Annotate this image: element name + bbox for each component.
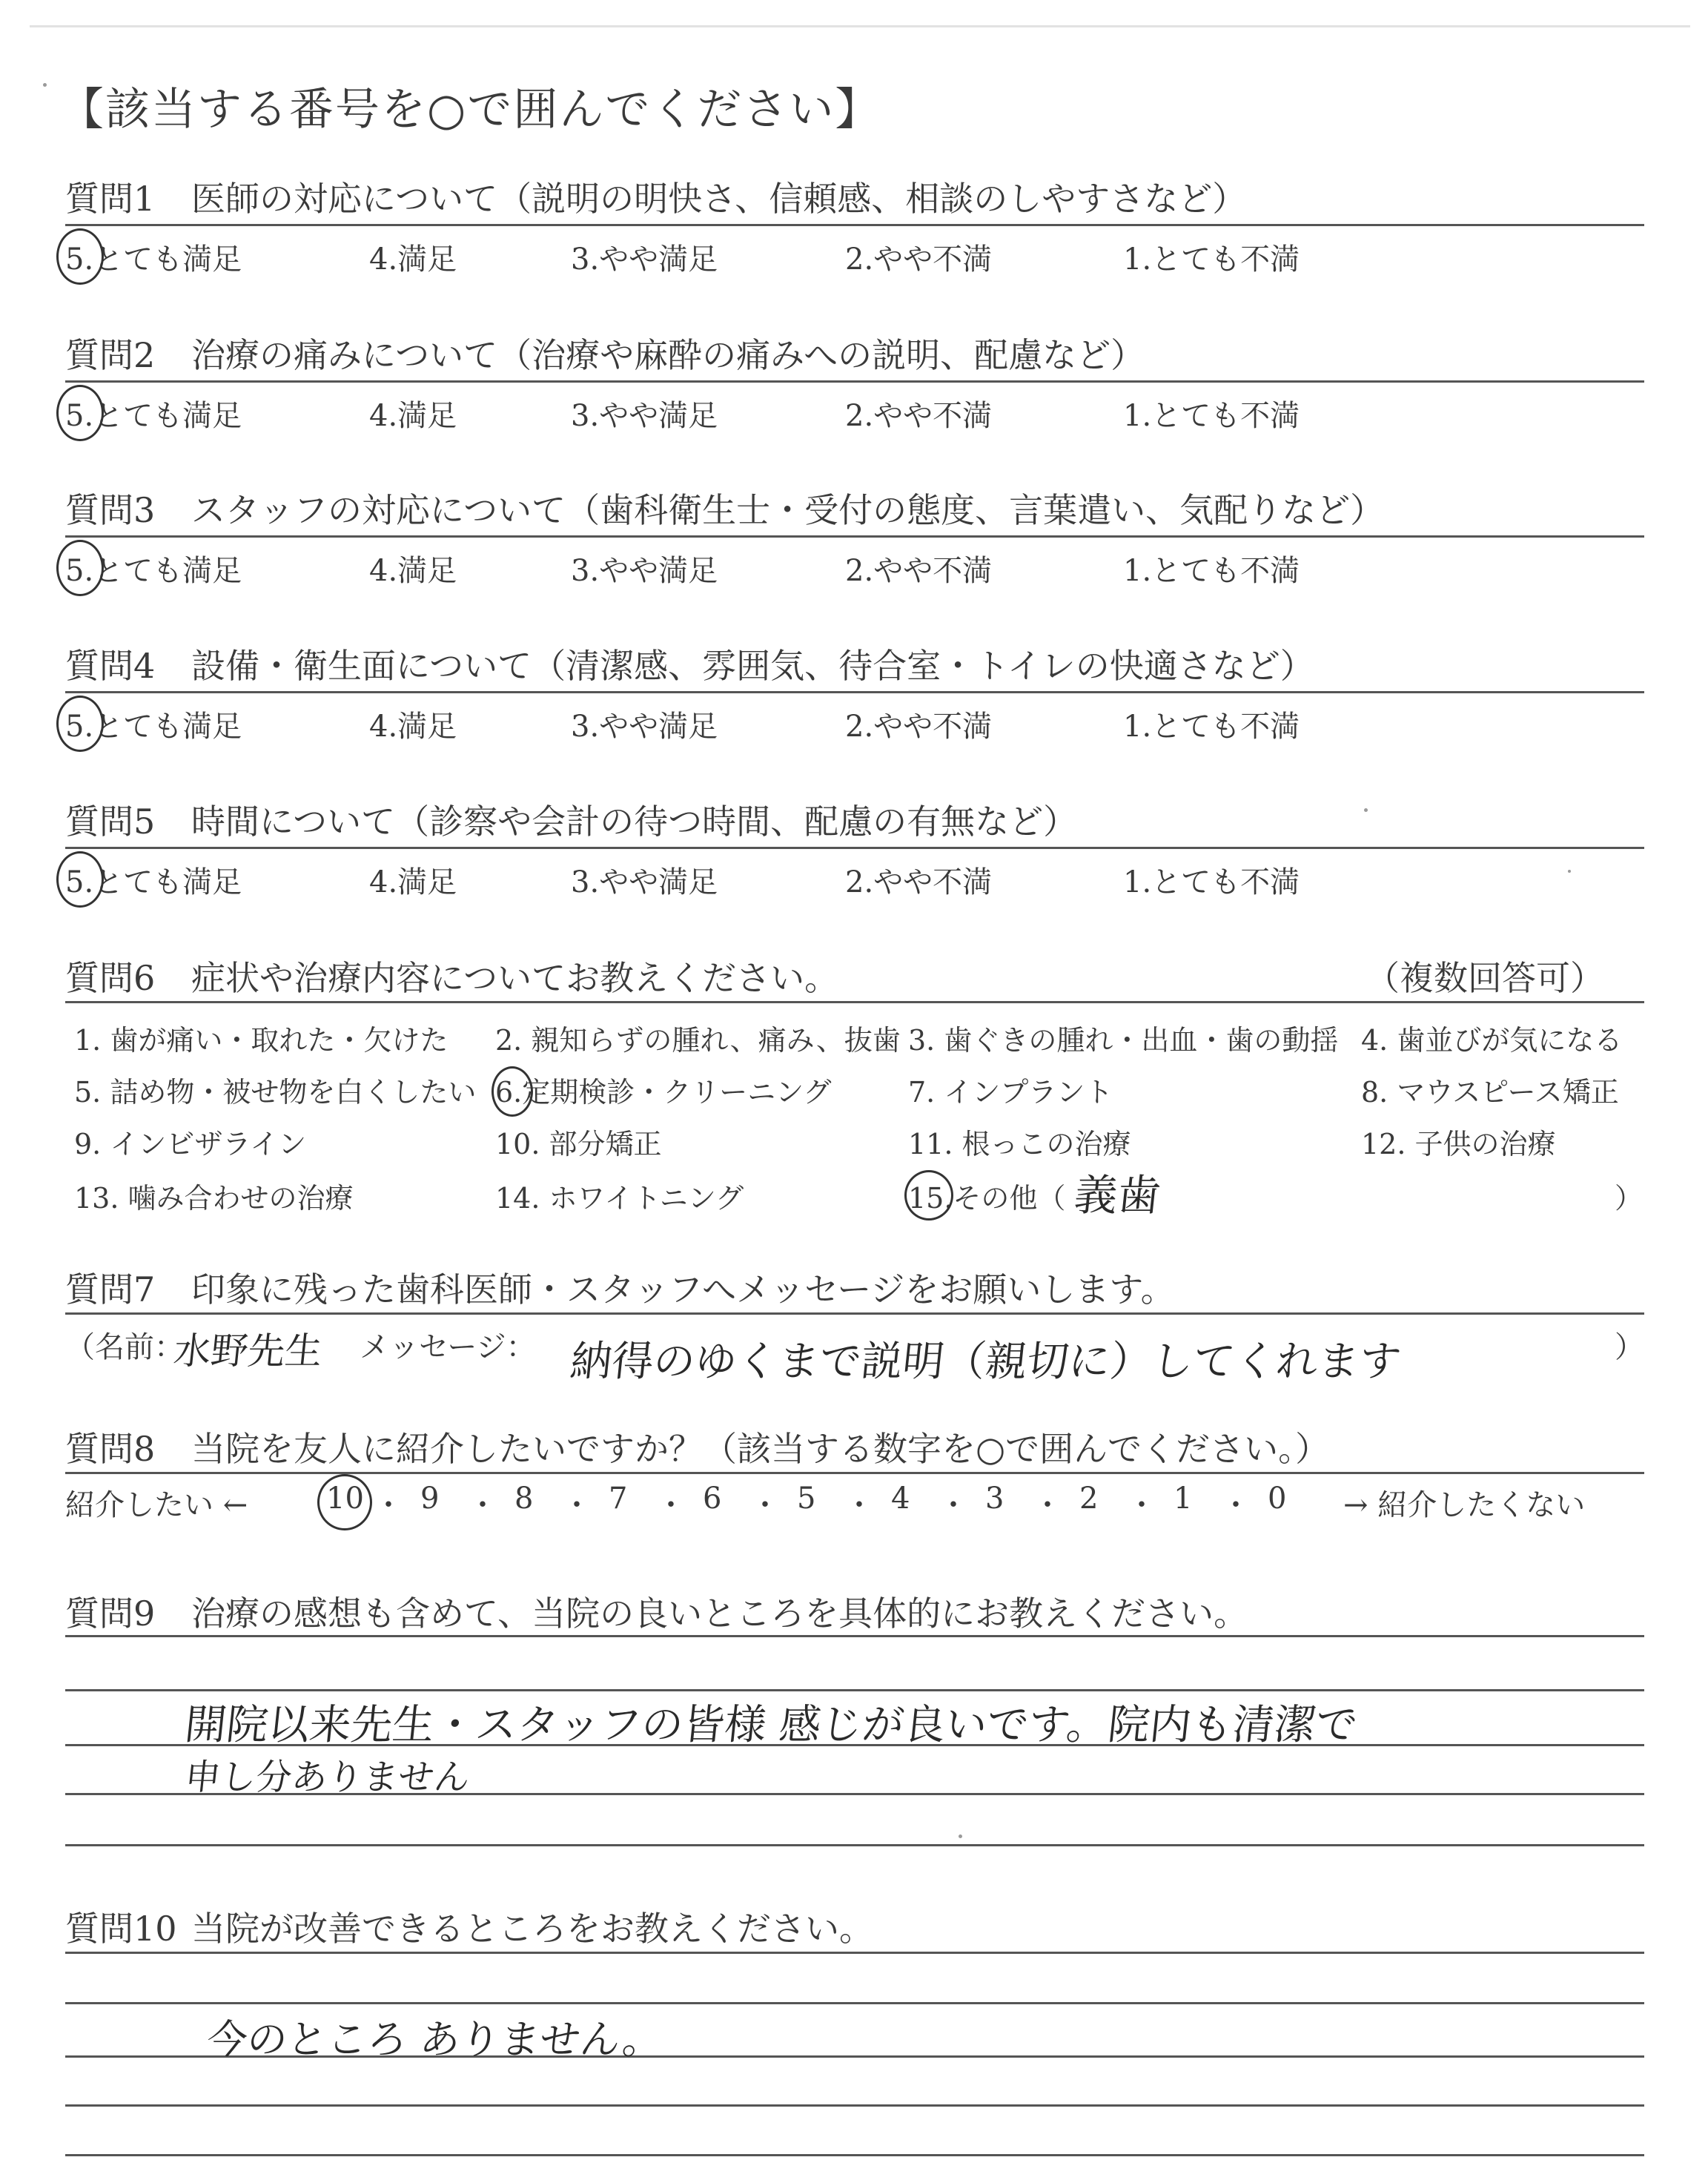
other-handwritten-answer: 義歯 [1071, 1170, 1164, 1221]
symptom-option[interactable]: 14. ホワイトニング [495, 1182, 744, 1215]
answer-line [65, 1952, 1644, 1954]
rating-option[interactable]: 5.とても満足 [65, 554, 242, 588]
rating-option[interactable]: 5.とても満足 [65, 710, 242, 744]
q10-handwritten-answer: 今のところ ありません。 [205, 2016, 666, 2063]
name-handwritten: 水野先生 [171, 1330, 325, 1373]
name-label: （名前： [65, 1330, 184, 1364]
question-text: 時間について（診察や会計の待つ時間、配慮の有無など） [191, 802, 1078, 842]
selection-circle [56, 696, 104, 752]
scale-number[interactable]: 3 [985, 1482, 1004, 1516]
rating-option[interactable]: 3.やや満足 [571, 554, 718, 588]
question-4 [65, 639, 1314, 688]
scan-speck [1364, 808, 1368, 812]
scale-number[interactable]: 6 [703, 1482, 722, 1516]
scale-separator: ・ [656, 1488, 686, 1522]
question-5 [65, 795, 1077, 844]
symptom-option[interactable]: 10. 部分矯正 [495, 1128, 662, 1160]
scale-number[interactable]: 10 [326, 1482, 364, 1516]
symptom-option[interactable]: 13. 噛み合わせの治療 [74, 1182, 354, 1215]
symptom-option[interactable]: 9. インビザライン [74, 1128, 307, 1160]
selection-circle [904, 1170, 953, 1221]
question-number: 質問6 [65, 958, 156, 998]
selection-circle [56, 851, 104, 908]
symptom-option[interactable]: 11. 根っこの治療 [908, 1128, 1131, 1160]
scale-number[interactable]: 8 [514, 1482, 534, 1516]
scale-number[interactable]: 1 [1174, 1482, 1193, 1516]
scale-number[interactable]: 4 [891, 1482, 910, 1516]
q9-handwritten-answer-line1: 開院以来先生・スタッフの皆様 感じが良いです。院内も清潔で [182, 1701, 1360, 1749]
rating-option[interactable]: 4.満足 [369, 865, 457, 899]
question-text: スタッフの対応について（歯科衛生士・受付の態度、言葉遣い、気配りなど） [191, 490, 1385, 530]
question-7 [65, 1263, 1175, 1312]
question-underline [65, 1001, 1644, 1003]
symptom-option[interactable]: 12. 子供の治療 [1361, 1128, 1556, 1160]
symptom-option[interactable]: 5. 詰め物・被せ物を白くしたい [74, 1076, 477, 1109]
rating-option[interactable]: 2.やや不満 [845, 554, 993, 588]
question-9 [65, 1587, 1248, 1636]
question-text: 印象に残った歯科医師・スタッフへメッセージをお願いします。 [191, 1269, 1175, 1309]
question-underline [65, 847, 1644, 849]
multiple-answer-note: （複数回答可） [1366, 958, 1604, 998]
question-underline [65, 1472, 1644, 1474]
scan-top-edge [30, 25, 1690, 27]
question-text: 医師の対応について（説明の明快さ、信頼感、相談のしやすさなど） [191, 179, 1247, 219]
scale-right-label: → 紹介したくない [1343, 1488, 1586, 1522]
answer-line [65, 2104, 1644, 2107]
rating-option[interactable]: 3.やや満足 [571, 242, 718, 277]
rating-option[interactable]: 4.満足 [369, 554, 457, 588]
answer-line [65, 1844, 1644, 1846]
question-8 [65, 1422, 1329, 1471]
scale-separator: ・ [374, 1488, 403, 1522]
rating-option[interactable]: 2.やや不満 [845, 399, 993, 433]
scale-number[interactable]: 0 [1268, 1482, 1287, 1516]
rating-option[interactable]: 3.やや満足 [571, 399, 718, 433]
rating-option[interactable]: 4.満足 [369, 710, 457, 744]
question-number: 質問7 [65, 1269, 156, 1309]
scan-speck [1568, 870, 1571, 873]
rating-option[interactable]: 3.やや満足 [571, 865, 718, 899]
rating-option[interactable]: 5.とても満足 [65, 865, 242, 899]
question-number: 質問5 [65, 802, 156, 842]
question-underline [65, 380, 1644, 383]
symptom-option[interactable]: 8. マウスピース矯正 [1361, 1076, 1619, 1109]
form-instruction-heading: 【該当する番号を○で囲んでください】 [59, 84, 881, 136]
rating-option[interactable]: 1.とても不満 [1123, 710, 1300, 744]
scale-separator: ・ [1033, 1488, 1062, 1522]
rating-option[interactable]: 1.とても不満 [1123, 399, 1300, 433]
question-1 [65, 172, 1246, 221]
other-close-paren: ） [1615, 1182, 1644, 1215]
rating-option[interactable]: 2.やや不満 [845, 865, 993, 899]
question-number: 質問4 [65, 646, 156, 686]
scale-number[interactable]: 5 [797, 1482, 816, 1516]
message-handwritten: 納得のゆくまで説明（親切に）してくれます [568, 1338, 1403, 1386]
selection-circle [56, 540, 104, 596]
question-text: 設備・衛生面について（清潔感、雰囲気、待合室・トイレの快適さなど） [191, 646, 1314, 686]
message-label: メッセージ： [360, 1330, 536, 1364]
question-number: 質問10 [65, 1909, 177, 1949]
selection-circle [56, 228, 104, 285]
rating-option[interactable]: 5.とても満足 [65, 242, 242, 277]
rating-option[interactable]: 5.とても満足 [65, 399, 242, 433]
question-underline [65, 535, 1644, 538]
answer-line [65, 2002, 1644, 2004]
scale-separator: ・ [1127, 1488, 1156, 1522]
question-2 [65, 328, 1145, 377]
rating-option[interactable]: 1.とても不満 [1123, 554, 1300, 588]
question-text: 当院が改善できるところをお教えください。 [191, 1909, 873, 1949]
selection-circle [317, 1474, 372, 1530]
symptom-option[interactable]: 4. 歯並びが気になる [1361, 1024, 1623, 1057]
symptom-option[interactable]: 1. 歯が痛い・取れた・欠けた [74, 1024, 448, 1057]
rating-option[interactable]: 4.満足 [369, 399, 457, 433]
selection-circle [56, 385, 104, 441]
rating-option[interactable]: 1.とても不満 [1123, 865, 1300, 899]
question-text: 症状や治療内容についてお教えください。 [191, 958, 839, 998]
scan-speck [43, 83, 47, 87]
rating-option[interactable]: 1.とても不満 [1123, 242, 1300, 277]
rating-option[interactable]: 4.満足 [369, 242, 457, 277]
scale-separator: ・ [844, 1488, 874, 1522]
symptom-option[interactable]: 2. 親知らずの腫れ、痛み、抜歯 [495, 1024, 901, 1057]
scale-separator: ・ [939, 1488, 968, 1522]
question-3 [65, 483, 1384, 532]
question-number: 質問3 [65, 490, 156, 530]
answer-line [65, 2154, 1644, 2156]
question-text: 治療の感想も含めて、当院の良いところを具体的にお教えください。 [191, 1593, 1248, 1634]
question-text: 治療の痛みについて（治療や麻酔の痛みへの説明、配慮など） [191, 335, 1145, 375]
rating-option[interactable]: 2.やや不満 [845, 710, 993, 744]
question-underline [65, 691, 1644, 693]
symptom-option[interactable]: 3. 歯ぐきの腫れ・出血・歯の動揺 [908, 1024, 1339, 1057]
question-text: 当院を友人に紹介したいですか？（該当する数字を○で囲んでください。） [191, 1429, 1330, 1469]
symptom-option[interactable]: 6.定期検診・クリーニング [495, 1076, 832, 1109]
scale-number[interactable]: 7 [609, 1482, 628, 1516]
symptom-option[interactable]: 15.その他（ [908, 1182, 1066, 1215]
rating-option[interactable]: 2.やや不満 [845, 242, 993, 277]
rating-option[interactable]: 3.やや満足 [571, 710, 718, 744]
selection-circle [491, 1066, 533, 1117]
scale-left-label: 紹介したい ← [65, 1488, 248, 1522]
closing-paren: ） [1615, 1330, 1644, 1364]
scale-number[interactable]: 9 [420, 1482, 440, 1516]
question-6 [65, 951, 838, 1000]
question-number: 質問9 [65, 1593, 156, 1634]
question-number: 質問8 [65, 1429, 156, 1469]
answer-line [65, 1689, 1644, 1691]
question-number: 質問1 [65, 179, 156, 219]
q9-handwritten-answer-line2: 申し分ありません [182, 1757, 472, 1798]
scale-separator: ・ [750, 1488, 780, 1522]
symptom-option[interactable]: 7. インプラント [908, 1076, 1113, 1109]
scan-speck [959, 1834, 962, 1838]
answer-line [65, 1635, 1644, 1637]
scale-separator: ・ [562, 1488, 592, 1522]
scale-separator: ・ [1221, 1488, 1251, 1522]
scale-number[interactable]: 2 [1079, 1482, 1099, 1516]
question-number: 質問2 [65, 335, 156, 375]
question-10 [65, 1902, 873, 1951]
question-underline [65, 1312, 1644, 1315]
scale-separator: ・ [468, 1488, 497, 1522]
question-underline [65, 224, 1644, 226]
